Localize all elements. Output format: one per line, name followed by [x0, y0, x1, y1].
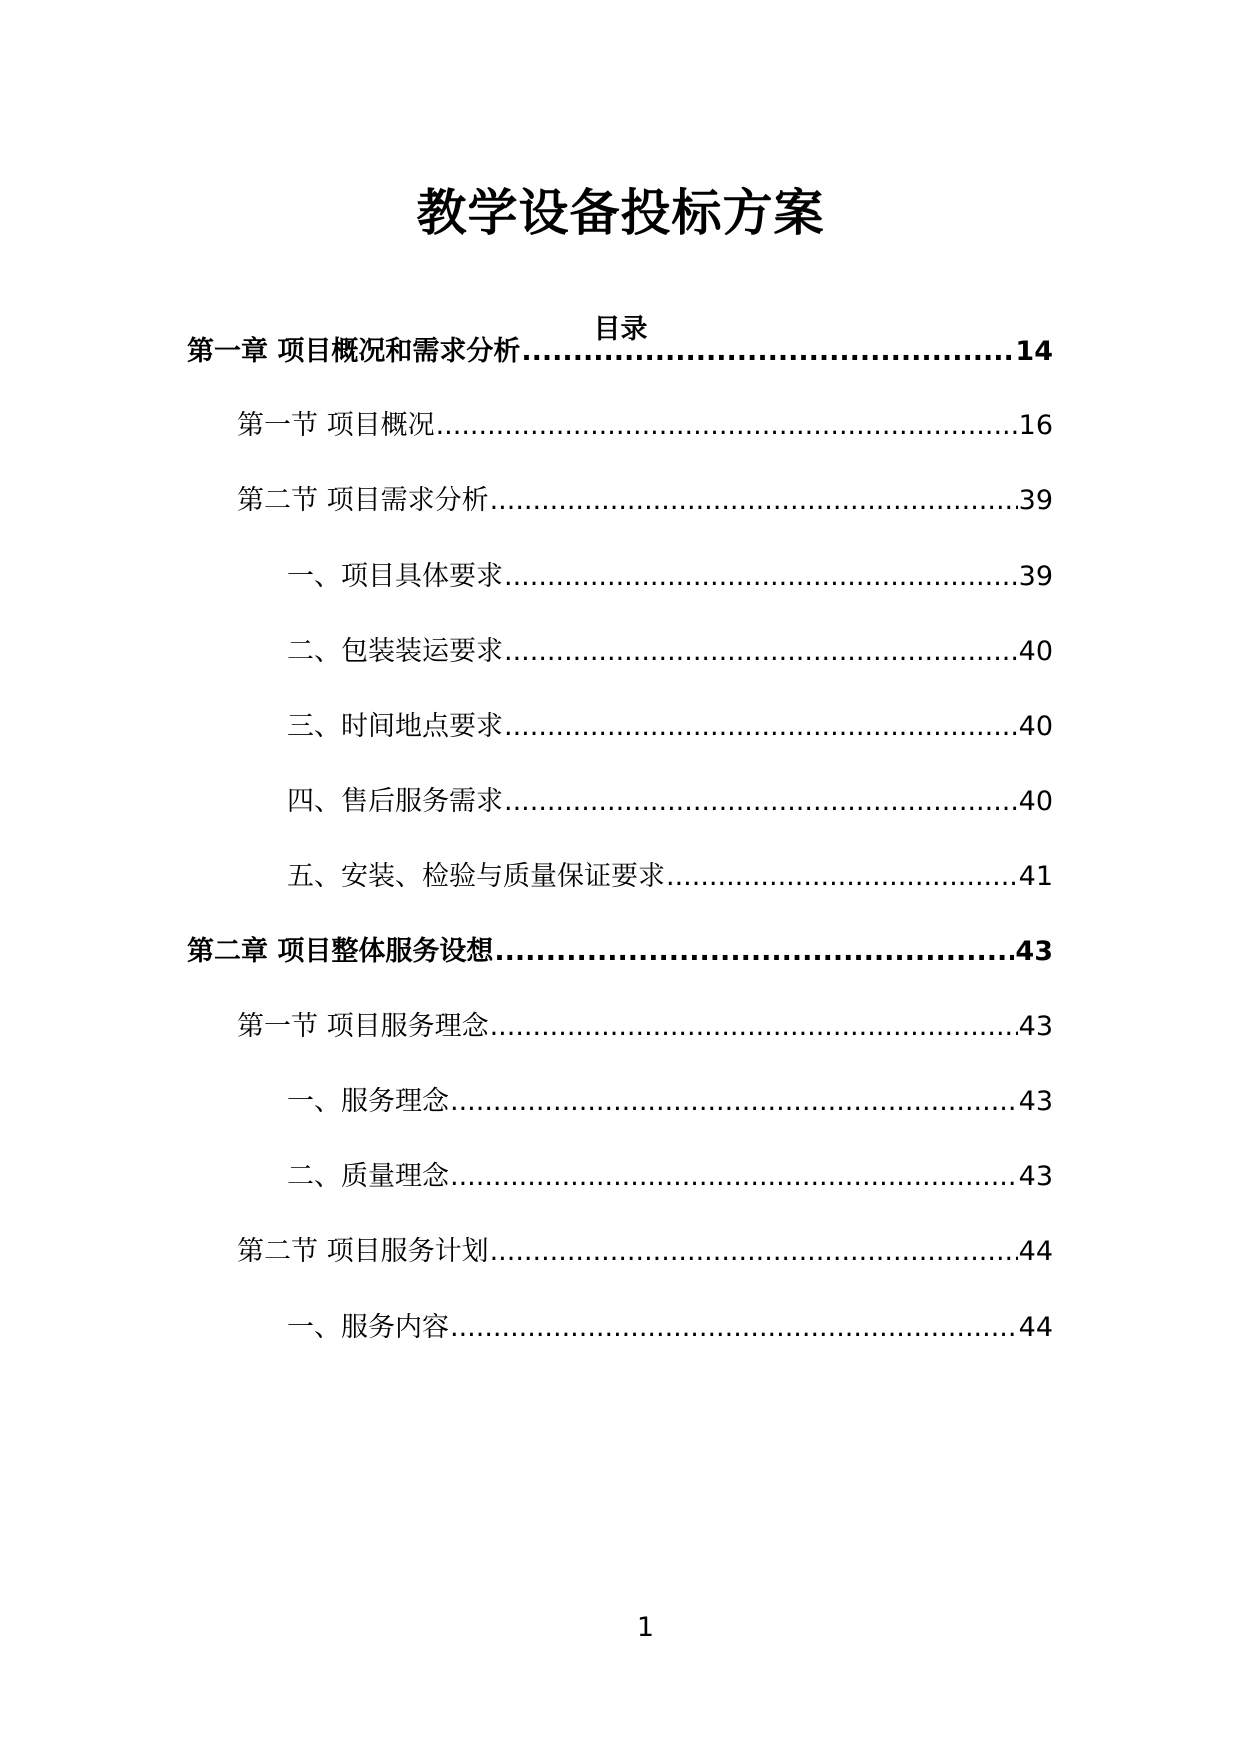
- toc-entry-text: 第二章 项目整体服务设想: [187, 936, 494, 967]
- toc-entry-section[interactable]: [237, 1005, 1053, 1049]
- toc-entry-page: 41: [1018, 861, 1053, 892]
- toc-entry-page: 43: [1015, 936, 1053, 967]
- toc-leader-dots: [504, 705, 1018, 749]
- toc-entry-subsection[interactable]: [287, 705, 1053, 749]
- toc-entry-page: 43: [1018, 1011, 1053, 1042]
- toc-entry-page: 44: [1018, 1236, 1053, 1267]
- toc-entry-section[interactable]: [237, 1230, 1053, 1274]
- toc-entry-text: 二、质量理念: [287, 1161, 449, 1192]
- document-title: 教学设备投标方案: [416, 184, 825, 242]
- toc-entry-page: 44: [1018, 1312, 1053, 1343]
- toc-leader-dots: [450, 1306, 1018, 1350]
- toc-entry-text: 第一节 项目概况: [237, 410, 435, 441]
- toc-entry-subsection[interactable]: [287, 1306, 1053, 1350]
- toc-entry-text: 五、安装、检验与质量保证要求: [287, 861, 665, 892]
- toc-leader-dots: [504, 630, 1018, 674]
- toc-leader-dots: [490, 479, 1018, 523]
- toc-entry-subsection[interactable]: [287, 555, 1053, 599]
- toc-leader-dots: [490, 1005, 1018, 1049]
- toc-leader-dots: [450, 1155, 1018, 1199]
- toc-entry-text: 一、服务理念: [287, 1086, 449, 1117]
- toc-entry-text: 第二节 项目需求分析: [237, 485, 489, 516]
- toc-entry-section[interactable]: [237, 404, 1053, 448]
- toc-entry-subsection[interactable]: [287, 1080, 1053, 1124]
- toc-entry-subsection[interactable]: [287, 1155, 1053, 1199]
- toc-entry-page: 43: [1018, 1161, 1053, 1192]
- toc-entry-page: 14: [1015, 336, 1053, 367]
- toc-entry-text: 四、售后服务需求: [287, 786, 503, 817]
- toc-leader-dots: [504, 780, 1018, 824]
- toc-entry-text: 一、项目具体要求: [287, 561, 503, 592]
- toc-entry-page: 40: [1018, 786, 1053, 817]
- toc-entry-page: 43: [1018, 1086, 1053, 1117]
- toc-leader-dots: [504, 555, 1018, 599]
- page-number: 1: [636, 1612, 655, 1643]
- toc-entry-page: 40: [1018, 711, 1053, 742]
- toc-entry-subsection[interactable]: [287, 855, 1053, 899]
- toc-heading: 目录: [593, 314, 648, 345]
- toc-leader-dots: [521, 330, 1014, 374]
- toc-leader-dots: [666, 855, 1018, 899]
- toc-entry-section[interactable]: [237, 479, 1053, 523]
- toc-leader-dots: [494, 930, 1014, 974]
- toc-entry-subsection[interactable]: [287, 630, 1053, 674]
- toc-entry-text: 第一节 项目服务理念: [237, 1011, 489, 1042]
- toc-entry-text: 三、时间地点要求: [287, 711, 503, 742]
- toc-entry-chapter-2[interactable]: [187, 930, 1053, 974]
- toc-entry-text: 第二节 项目服务计划: [237, 1236, 489, 1267]
- toc-entry-page: 39: [1018, 561, 1053, 592]
- toc-entry-text: 二、包装装运要求: [287, 636, 503, 667]
- toc-leader-dots: [450, 1080, 1018, 1124]
- toc-entry-chapter-1[interactable]: [187, 330, 1053, 374]
- toc-entry-text: 一、服务内容: [287, 1312, 449, 1343]
- toc-entry-text: 第一章 项目概况和需求分析: [187, 336, 521, 367]
- toc-leader-dots: [436, 404, 1018, 448]
- toc-leader-dots: [490, 1230, 1018, 1274]
- toc-entry-page: 39: [1018, 485, 1053, 516]
- toc-entry-page: 40: [1018, 636, 1053, 667]
- toc-entry-page: 16: [1018, 410, 1053, 441]
- toc-entry-subsection[interactable]: [287, 780, 1053, 824]
